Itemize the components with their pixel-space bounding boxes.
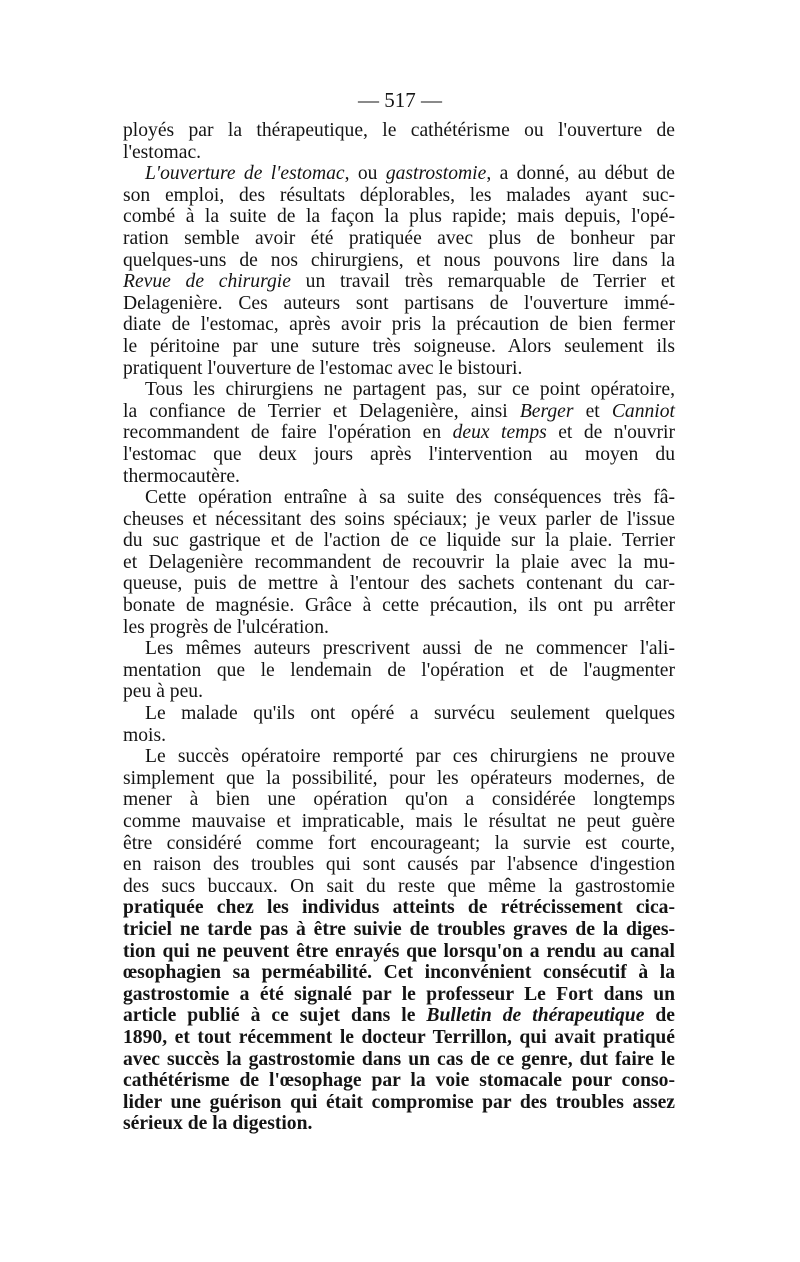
text-run: gastrostomie a été signalé par le professeur Le Fort dans un (123, 983, 675, 1005)
text-line (123, 617, 675, 639)
text-run: et de n'ouvrir (546, 422, 675, 444)
text-run: mener à bien une opération qu'on a considérée longtemps (123, 789, 675, 811)
text-run: cathétérisme de l'œsophage par la voie stomacale pour conso- (123, 1070, 675, 1092)
text-run: Delagenière. Ces auteurs sont partisans de l'ouverture immé- (123, 292, 675, 314)
text-run: queuse, puis de mettre à l'entour des sachets contenant du car- (123, 573, 675, 595)
text-line (123, 1049, 675, 1071)
text-line (123, 941, 675, 963)
text-line (123, 487, 675, 509)
text-run: l'estomac. (123, 141, 202, 163)
text-line (123, 876, 675, 898)
text-run: article publié à ce sujet dans le (123, 1005, 427, 1027)
text-line (123, 638, 675, 660)
text-run: et Delagenière recommandent de recouvrir la plaie avec la mu- (123, 551, 675, 573)
text-line (123, 962, 675, 984)
text-line (123, 595, 675, 617)
text-line (123, 919, 675, 941)
text-run: cheuses et nécessitant des soins spéciaux; je veux parler de l'issue (123, 508, 675, 530)
text-line (123, 1027, 675, 1049)
text-line (123, 681, 675, 703)
text-line (123, 984, 675, 1006)
text-line (123, 163, 675, 185)
text-line (123, 142, 675, 164)
text-line (123, 250, 675, 272)
text-line (123, 1113, 675, 1135)
text-line (123, 293, 675, 315)
italic-run: Bulletin de thérapeutique (426, 1005, 645, 1027)
text-line (123, 509, 675, 531)
text-run: le péritoine par une suture très soigneuse. Alors seulement ils (123, 335, 675, 357)
text-line (123, 228, 675, 250)
text-run: ration semble avoir été pratiquée avec plus de bonheur par (123, 227, 675, 249)
text-line (123, 811, 675, 833)
text-run: comme mauvaise et impraticable, mais le résultat ne peut guère (123, 811, 675, 832)
text-line (123, 703, 675, 725)
text-run: peu à peu. (123, 681, 203, 703)
text-run: , a donné, au début de (486, 163, 676, 185)
text-run: Le succès opératoire remporté par ces chirurgiens ne prouve (145, 746, 675, 768)
text-run: de (644, 1005, 675, 1027)
text-run: quelques-uns de nos chirurgiens, et nous pouvons lire dans la (123, 249, 675, 271)
text-run: les progrès de l'ulcération. (123, 616, 329, 638)
italic-run: deux temps (452, 422, 547, 444)
text-run: Le malade qu'ils ont opéré a survécu seulement quelques (145, 703, 675, 725)
italic-run: L'ouverture de l'estomac (145, 163, 345, 185)
text-run: simplement que la possibilité, pour les opérateurs modernes, de (123, 767, 675, 789)
text-run: lider une guérison qui était compromise par des troubles assez (123, 1091, 675, 1113)
text-run: , ou (344, 163, 386, 185)
text-line (123, 185, 675, 207)
text-run: thermocautère. (123, 465, 240, 487)
text-run: un travail très remarquable de Terrier et (290, 271, 675, 293)
italic-run: Canniot (611, 400, 675, 422)
text-line (123, 466, 675, 488)
body-text (123, 120, 675, 1135)
text-run: et (573, 400, 612, 422)
text-run: pratiquée chez les individus atteints de rétrécissement cica- (123, 897, 675, 919)
text-run: Les mêmes auteurs prescrivent aussi de ne commencer l'ali- (145, 638, 675, 660)
text-line (123, 401, 675, 423)
text-run: du suc gastrique et de l'action de ce liquide sur la plaie. Terrier (123, 530, 675, 552)
text-line (123, 746, 675, 768)
text-line (123, 422, 675, 444)
text-line (123, 897, 675, 919)
text-line (123, 552, 675, 574)
text-line (123, 1092, 675, 1114)
text-run: avec succès la gastrostomie dans un cas de ce genre, dut faire le (123, 1048, 675, 1070)
text-line (123, 336, 675, 358)
text-run: 1890, et tout récemment le docteur Terrillon, qui avait pratiqué (123, 1026, 675, 1048)
text-run: Cette opération entraîne à sa suite des conséquences très fâ- (145, 487, 675, 509)
text-line (123, 358, 675, 380)
text-run: triciel ne tarde pas à être suivie de troubles graves de la diges- (123, 918, 675, 940)
text-run: diate de l'estomac, après avoir pris la précaution de bien fermer (123, 314, 675, 336)
text-run: ployés par la thérapeutique, le cathétérisme ou l'ouverture de (123, 120, 675, 141)
text-run: recommandent de faire l'opération en (123, 422, 453, 444)
text-line (123, 768, 675, 790)
italic-run: Berger (519, 400, 574, 422)
italic-run: gastrostomie (385, 163, 487, 185)
text-line (123, 573, 675, 595)
text-run: être considéré comme fort encourageant; la survie est courte, (123, 832, 675, 854)
text-run: œsophagien sa perméabilité. Cet inconvénient consécutif à la (123, 962, 675, 984)
text-line (123, 725, 675, 747)
text-line (123, 530, 675, 552)
text-run: combé à la suite de la façon la plus rapide; mais depuis, l'opé- (123, 206, 675, 228)
text-run: sérieux de la digestion. (123, 1113, 313, 1135)
text-run: l'estomac que deux jours après l'intervention au moyen du (123, 443, 675, 465)
text-run: bonate de magnésie. Grâce à cette précaution, ils ont pu arrêter (123, 595, 675, 617)
text-line (123, 379, 675, 401)
text-line (123, 120, 675, 142)
italic-run: Revue de chirurgie (123, 271, 291, 293)
text-line (123, 1005, 675, 1027)
text-run: mois. (123, 724, 167, 746)
text-run: son emploi, des résultats déplorables, les malades ayant suc- (123, 184, 675, 206)
text-run: pratiquent l'ouverture de l'estomac avec le bistouri. (123, 357, 523, 379)
text-run: mentation que le lendemain de l'opération et de l'augmenter (123, 659, 675, 681)
text-line (123, 271, 675, 293)
text-line (123, 789, 675, 811)
text-run: tion qui ne peuvent être enrayés que lorsqu'on a rendu au canal (123, 940, 675, 962)
text-line (123, 444, 675, 466)
text-line (123, 1070, 675, 1092)
text-line (123, 314, 675, 336)
page-number: — 517 — (358, 88, 442, 112)
text-run: en raison des troubles qui sont causés par l'absence d'ingestion (123, 854, 675, 876)
text-line (123, 833, 675, 855)
text-run: Tous les chirurgiens ne partagent pas, sur ce point opératoire, (145, 379, 675, 401)
text-line (123, 854, 675, 876)
text-line (123, 206, 675, 228)
text-run: la confiance de Terrier et Delagenière, ainsi (123, 400, 520, 422)
text-run: des sucs buccaux. On sait du reste que même la gastrostomie (123, 875, 675, 897)
text-line (123, 660, 675, 682)
